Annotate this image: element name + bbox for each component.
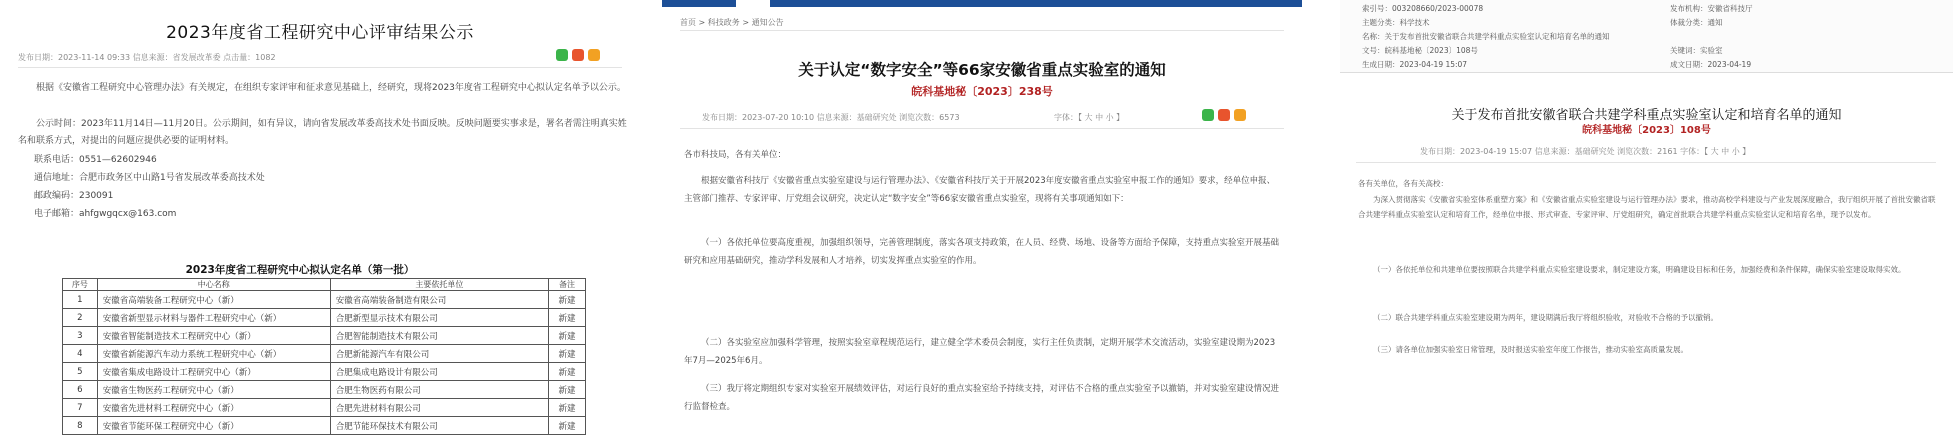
table-row bbox=[63, 309, 586, 327]
paragraph-3: （三）我厅将定期组织专家对实验室开展绩效评估，对运行良好的重点实验室给予持续支持，对评估不合格的重点实验室予以撤销，并对实验室建设情况进行监督检查。 bbox=[684, 384, 1280, 412]
article-panel-1 bbox=[0, 0, 640, 444]
info-field-left: 文号：皖科基地秘〔2023〕108号 bbox=[1362, 46, 1478, 55]
row-index: 4 bbox=[63, 345, 98, 363]
row-remark: 新建 bbox=[549, 399, 586, 417]
document-number: 皖科基地秘〔2023〕238号 bbox=[911, 85, 1053, 98]
divider bbox=[18, 67, 622, 68]
info-field-right: 体裁分类：通知 bbox=[1670, 18, 1723, 27]
row-index: 7 bbox=[63, 399, 98, 417]
page-title: 2023年度省工程研究中心评审结果公示 bbox=[166, 23, 474, 43]
article-panel-3 bbox=[1340, 0, 1953, 444]
divider bbox=[1356, 162, 1936, 163]
info-field-right: 发布机构：安徽省科技厅 bbox=[1670, 4, 1753, 13]
row-remark: 新建 bbox=[549, 381, 586, 399]
row-host-unit: 合肥新能源汽车有限公司 bbox=[330, 345, 548, 363]
row-index: 5 bbox=[63, 363, 98, 381]
salutation: 各市科技局，各有关单位： bbox=[684, 150, 787, 160]
info-field-right: 关键词：实验室 bbox=[1670, 46, 1723, 55]
divider bbox=[680, 30, 1284, 31]
wechat-share-icon[interactable] bbox=[1202, 109, 1214, 121]
paragraph-2: （二）联合共建学科重点实验室建设期为两年，建设期满后我厅将组织验收，对验收不合格的予以撤销。 bbox=[1373, 313, 1718, 322]
row-remark: 新建 bbox=[549, 417, 586, 435]
row-host-unit: 合肥生物医药有限公司 bbox=[330, 381, 548, 399]
article-meta: 发布日期：2023-11-14 09:33 信息来源：省发展改革委 点击量：1082 bbox=[18, 53, 276, 62]
paragraph-intro: 根据安徽省科技厅《安徽省重点实验室建设与运行管理办法》、《安徽省科技厅关于开展2023年度安徽省重点实验室申报工作的通知》要求，经单位申报、主管部门推荐、专家评审、厅党组会议研究，决定认定“数字安全”等66家安徽省重点实验室，现将有关事项通知如下： bbox=[684, 176, 1276, 204]
row-center-name: 安徽省高端装备工程研究中心（新） bbox=[97, 291, 330, 309]
table-title: 2023年度省工程研究中心拟认定名单（第一批） bbox=[185, 264, 415, 276]
qzone-share-icon[interactable] bbox=[588, 49, 600, 61]
row-center-name: 安徽省智能制造技术工程研究中心（新） bbox=[97, 327, 330, 345]
table-row bbox=[63, 291, 586, 309]
info-field-left: 生成日期：2023-04-19 15:07 bbox=[1362, 60, 1468, 69]
wechat-share-icon[interactable] bbox=[556, 49, 568, 61]
row-index: 1 bbox=[63, 291, 98, 309]
contact-postcode: 邮政编码：230091 bbox=[34, 191, 114, 201]
info-field-left: 主题分类：科学技术 bbox=[1362, 18, 1430, 27]
info-field-left: 名称：关于发布首批安徽省联合共建学科重点实验室认定和培育名单的通知 bbox=[1362, 32, 1610, 41]
contact-phone: 联系电话：0551—62602946 bbox=[34, 155, 157, 165]
table-row bbox=[63, 345, 586, 363]
col-header-index: 序号 bbox=[63, 279, 98, 291]
document-number: 皖科基地秘〔2023〕108号 bbox=[1582, 125, 1711, 136]
paragraph-2: （二）各实验室应加强科学管理，按照实验室章程规范运行，建立健全学术委员会制度，实行主任负责制，定期开展学术交流活动，实验室建设期为2023年7月—2025年6月。 bbox=[684, 338, 1276, 366]
paragraph-notice-period: 公示时间：2023年11月14日—11月20日。公示期间，如有异议，请向省发展改革委高技术处书面反映。反映问题要实事求是，署名者需注明真实姓名和联系方式，对提出的问题应提供必要的证明材料。 bbox=[18, 119, 627, 146]
paragraph-intro: 为深入贯彻落实《安徽省实验室体系重塑方案》和《安徽省重点实验室建设与运行管理办法》要求，推动高校学科建设与产业发展深度融合，我厅组织开展了首批安徽省联合共建学科重点实验室认定和培育工作，经单位申报、形式审查、专家评审、厅党组研究，确定首批联合共建学科重点实验室认定和培育名单，现予以发布。 bbox=[1358, 195, 1936, 219]
row-index: 2 bbox=[63, 309, 98, 327]
table-header-row bbox=[63, 279, 586, 291]
info-field-left: 索引号：003208660/2023-00078 bbox=[1362, 4, 1484, 13]
col-header-center: 中心名称 bbox=[97, 279, 330, 291]
document-info-box bbox=[1340, 0, 1953, 73]
row-remark: 新建 bbox=[549, 291, 586, 309]
col-header-remark: 备注 bbox=[549, 279, 586, 291]
row-center-name: 安徽省新能源汽车动力系统工程研究中心（新） bbox=[97, 345, 330, 363]
paragraph-intro: 根据《安徽省工程研究中心管理办法》有关规定，在组织专家评审和征求意见基础上，经研究，现将2023年度省工程研究中心拟认定名单予以公示。 bbox=[36, 83, 626, 93]
breadcrumb[interactable]: 首页 > 科技政务 > 通知公告 bbox=[680, 18, 784, 27]
info-field-right: 成文日期：2023-04-19 bbox=[1670, 60, 1752, 69]
nav-tab-active[interactable] bbox=[736, 0, 770, 7]
row-index: 8 bbox=[63, 417, 98, 435]
table-row bbox=[63, 363, 586, 381]
row-host-unit: 安徽省高端装备制造有限公司 bbox=[330, 291, 548, 309]
article-meta: 发布日期：2023-04-19 15:07 信息来源：基础研究处 浏览次数：2161 字体：【 大 中 小 】 bbox=[1420, 147, 1751, 156]
row-index: 6 bbox=[63, 381, 98, 399]
contact-email: 电子邮箱：ahfgwgqcx@163.com bbox=[34, 209, 177, 219]
divider bbox=[680, 128, 1284, 129]
row-center-name: 安徽省新型显示材料与器件工程研究中心（新） bbox=[97, 309, 330, 327]
paragraph-1: （一）各依托单位和共建单位要按照联合共建学科重点实验室建设要求，制定建设方案，明确建设目标和任务，加强经费和条件保障，确保实验室建设取得实效。 bbox=[1373, 265, 1906, 274]
salutation: 各有关单位，各有关高校： bbox=[1358, 179, 1448, 188]
weibo-share-icon[interactable] bbox=[1218, 109, 1230, 121]
row-center-name: 安徽省生物医药工程研究中心（新） bbox=[97, 381, 330, 399]
table-row bbox=[63, 417, 586, 435]
font-size-switch[interactable]: 字体：【 大 中 小 】 bbox=[1054, 113, 1125, 122]
row-remark: 新建 bbox=[549, 327, 586, 345]
page-title: 关于发布首批安徽省联合共建学科重点实验室认定和培育名单的通知 bbox=[1451, 108, 1842, 123]
col-header-unit: 主要依托单位 bbox=[330, 279, 548, 291]
page-title: 关于认定“数字安全”等66家安徽省重点实验室的通知 bbox=[798, 61, 1166, 79]
row-remark: 新建 bbox=[549, 345, 586, 363]
contact-address: 通信地址：合肥市政务区中山路1号省发展改革委高技术处 bbox=[34, 173, 265, 183]
table-row bbox=[63, 399, 586, 417]
row-host-unit: 合肥新型显示技术有限公司 bbox=[330, 309, 548, 327]
row-remark: 新建 bbox=[549, 309, 586, 327]
weibo-share-icon[interactable] bbox=[572, 49, 584, 61]
qzone-share-icon[interactable] bbox=[1234, 109, 1246, 121]
candidate-table bbox=[62, 278, 586, 435]
row-center-name: 安徽省先进材料工程研究中心（新） bbox=[97, 399, 330, 417]
row-host-unit: 合肥智能制造技术有限公司 bbox=[330, 327, 548, 345]
paragraph-1: （一）各依托单位要高度重视，加强组织领导，完善管理制度，落实各项支持政策，在人员、经费、场地、设备等方面给予保障，支持重点实验室开展基础研究和应用基础研究，推动学科发展和人才培养，切实发挥重点实验室的作用。 bbox=[684, 238, 1280, 266]
article-panel-2 bbox=[662, 0, 1302, 444]
row-index: 3 bbox=[63, 327, 98, 345]
row-remark: 新建 bbox=[549, 363, 586, 381]
row-host-unit: 合肥先进材料有限公司 bbox=[330, 399, 548, 417]
paragraph-3: （三）请各单位加强实验室日常管理，及时报送实验室年度工作报告，推动实验室高质量发展。 bbox=[1373, 345, 1688, 354]
table-row bbox=[63, 381, 586, 399]
table-row bbox=[63, 327, 586, 345]
row-host-unit: 合肥节能环保技术有限公司 bbox=[330, 417, 548, 435]
row-center-name: 安徽省集成电路设计工程研究中心（新） bbox=[97, 363, 330, 381]
share-bar bbox=[556, 49, 600, 61]
row-host-unit: 合肥集成电路设计有限公司 bbox=[330, 363, 548, 381]
share-bar bbox=[1202, 109, 1246, 121]
site-nav-bar bbox=[662, 0, 1302, 7]
row-center-name: 安徽省节能环保工程研究中心（新） bbox=[97, 417, 330, 435]
article-meta: 发布日期：2023-07-20 10:10 信息来源：基础研究处 浏览次数：6573 bbox=[702, 113, 960, 122]
